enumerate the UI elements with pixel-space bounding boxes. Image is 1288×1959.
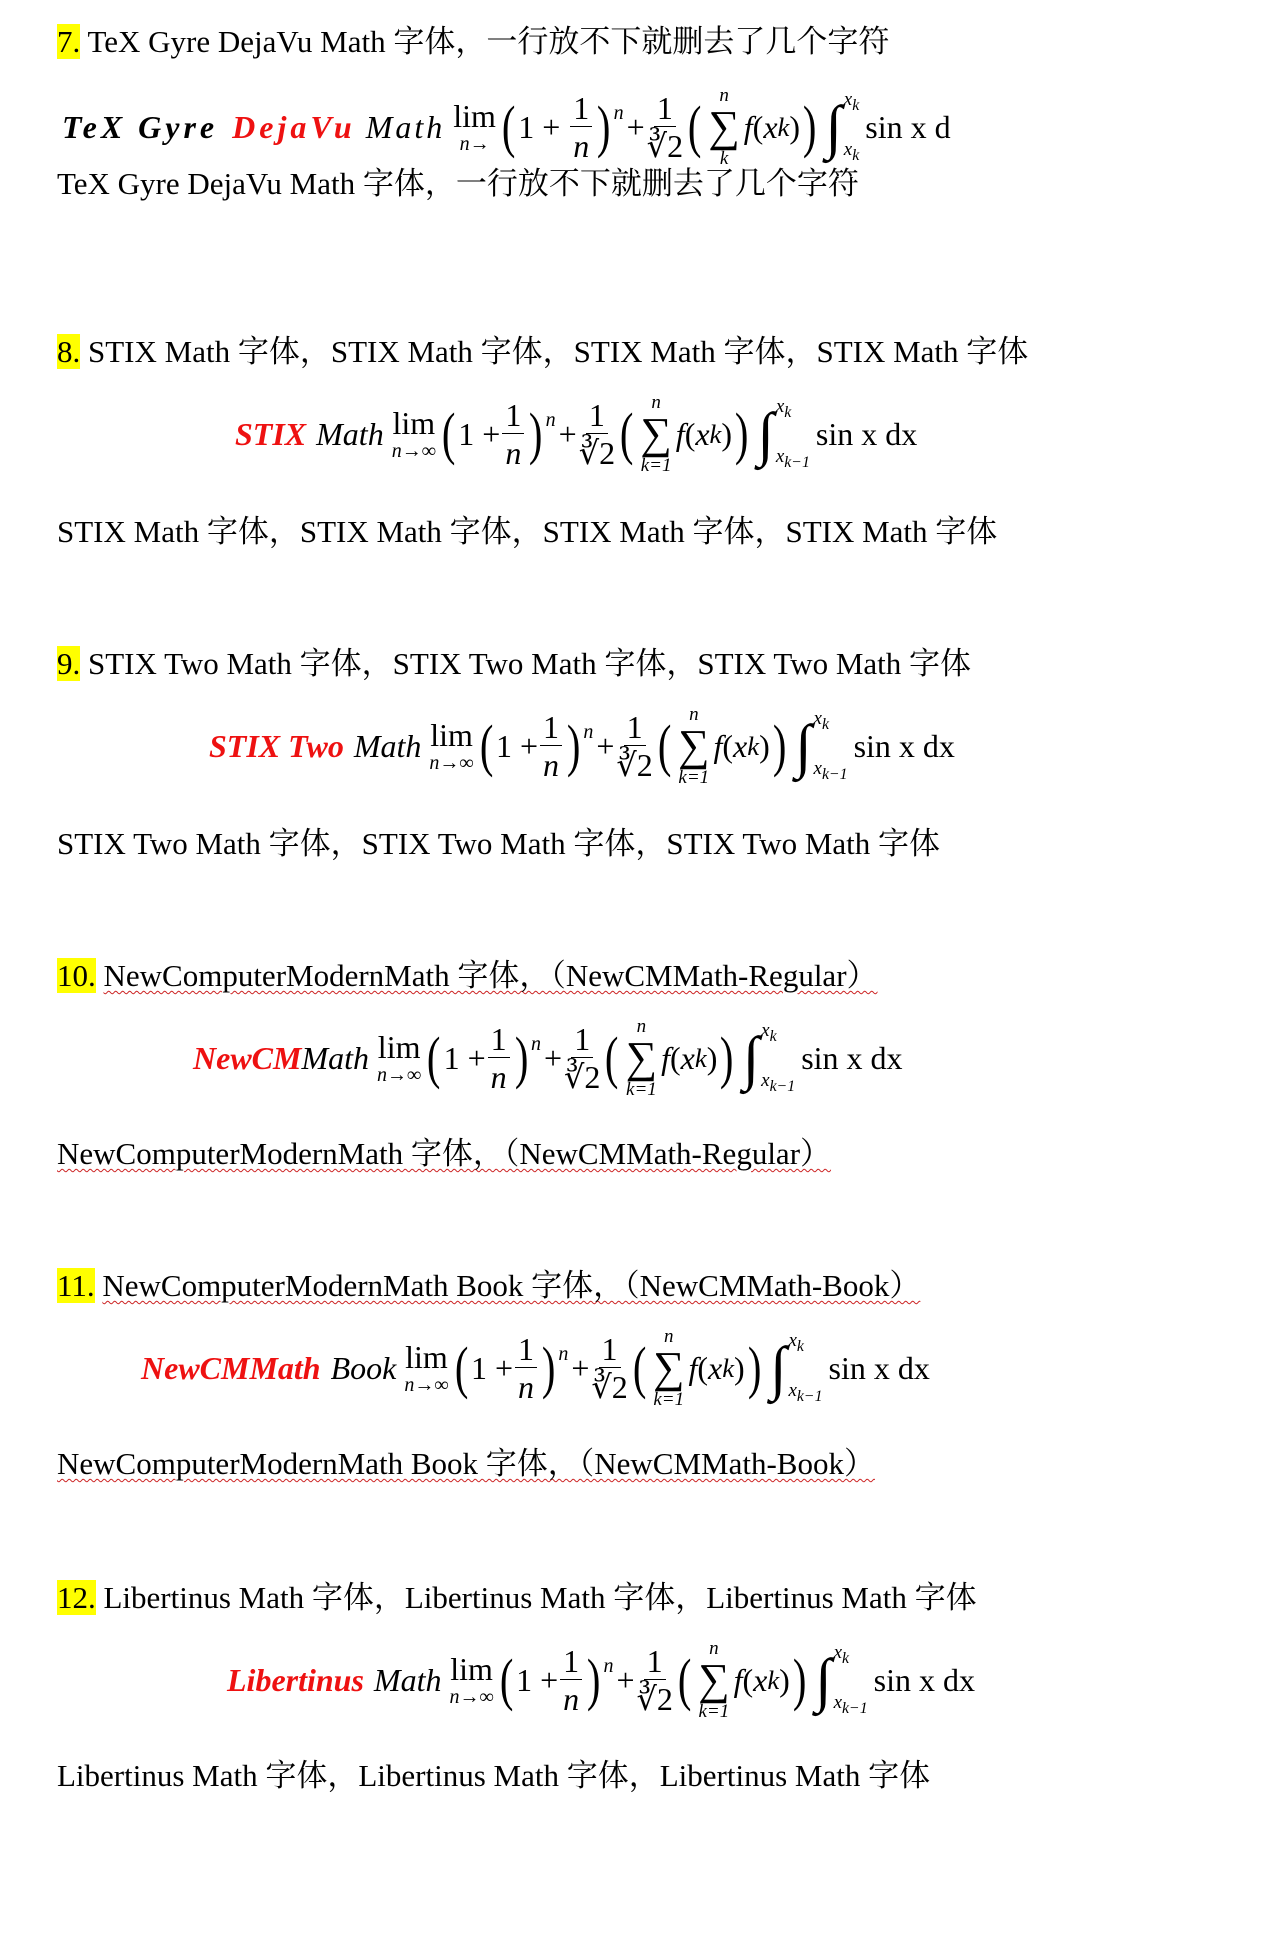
summation: n ∑ k=1 — [640, 392, 672, 476]
cbrt-fraction: $\frac{1}{∛2}$ — [616, 709, 653, 783]
integrand: sin x d — [865, 108, 951, 145]
section-number: 11. — [57, 1268, 95, 1303]
body-line: NewComputerModernMath 字体，（NewCMMath-Regular） — [57, 1136, 832, 1171]
body-line: STIX Math 字体，STIX Math 字体，STIX Math 字体，STIX Math 字体 — [57, 514, 998, 549]
paren-group: ( 1 + $\frac{1}{n}$ ) n — [479, 709, 594, 783]
body-line: Libertinus Math 字体，Libertinus Math 字体，Libertinus Math 字体 — [57, 1758, 931, 1793]
summation: n ∑ k=1 — [698, 1638, 730, 1722]
section-number: 8. — [57, 334, 81, 369]
limit-expr: lim n→ — [453, 98, 496, 155]
heading-text: NewComputerModernMath 字体，（NewCMMath-Regular） — [103, 958, 878, 993]
plus-sign: + — [626, 108, 645, 145]
cbrt-fraction: $\frac{1}{∛2}$ — [636, 1643, 673, 1717]
limit-expr: lim n→∞ — [377, 1029, 422, 1086]
plus-sign: + — [616, 1661, 635, 1698]
integral: ∫ $x_k$ $x_{k-1}$ — [742, 1020, 796, 1095]
section-heading — [57, 644, 971, 684]
section-heading — [57, 22, 889, 62]
font-name-suffix: Math — [301, 1039, 369, 1076]
summation: n ∑ k — [708, 85, 740, 169]
heading-text: STIX Two Math 字体，STIX Two Math 字体，STIX Two Math 字体 — [88, 646, 972, 681]
limit-expr: lim n→∞ — [429, 717, 474, 774]
plus-sign: + — [558, 415, 577, 452]
paren-group: ( 1 + $\frac{1}{n}$ ) n — [441, 397, 556, 471]
summation: n ∑ k=1 — [625, 1016, 658, 1100]
integrand: sin x dx — [828, 1349, 930, 1386]
cbrt-fraction: $\frac{1}{∛2}$ — [564, 1021, 601, 1095]
body-line: NewComputerModernMath Book 字体，（NewCMMath-Book） — [57, 1446, 875, 1481]
heading-text: TeX Gyre DejaVu Math 字体，一行放不下就删去了几个字符 — [87, 24, 890, 59]
paren-group: ( 1 + $\frac{1}{n}$ ) n — [501, 90, 624, 164]
integral: ∫ $x_k$ $x_k$ — [825, 89, 860, 164]
integrand: sin x dx — [853, 727, 955, 764]
section-number: 9. — [57, 646, 81, 681]
font-name-red: STIX — [235, 415, 307, 452]
section-number: 10. — [57, 958, 96, 993]
font-name-suffix: Book — [330, 1349, 397, 1386]
heading-text: STIX Math 字体，STIX Math 字体，STIX Math 字体，STIX Math 字体 — [88, 334, 1029, 369]
cbrt-fraction: $\frac{1}{∛2}$ — [578, 397, 616, 471]
section-number: 7. — [57, 24, 81, 59]
section-heading — [57, 1578, 977, 1618]
font-name-red: NewCM — [193, 1039, 302, 1076]
integrand: sin x dx — [873, 1661, 975, 1698]
body-line: TeX Gyre DejaVu Math 字体，一行放不下就删去了几个字符 — [57, 166, 859, 201]
section-heading — [57, 332, 1028, 372]
formula-line: TeX Gyre DejaVu Math lim n→ ( 1 + $\frac{1}{n}$ ) n + $\frac{1}{∛2}$ ( n ∑ k f ( x k ) ) ∫ $x_k$ $x_k$ sin x d — [62, 85, 951, 169]
section-number: 12. — [57, 1580, 96, 1615]
summation: n ∑ k=1 — [678, 704, 710, 788]
font-name-suffix: Math — [365, 108, 446, 145]
paren-group: ( 1 + $\frac{1}{n}$ ) n — [499, 1643, 614, 1717]
integral: ∫ $x_k$ $x_{k-1}$ — [757, 396, 810, 471]
formula-line: Libertinus Math lim n→∞ ( 1 + $\frac{1}{n}$ ) n + $\frac{1}{∛2}$ ( n ∑ k=1 f ( x k ) ) ∫ $x_k$ $x_{k-1}$ sin x dx — [227, 1638, 975, 1722]
font-name-suffix: Math — [373, 1661, 442, 1698]
integrand: sin x dx — [815, 415, 918, 452]
integral: ∫ $x_k$ $x_{k-1}$ — [770, 1330, 823, 1405]
heading-text: NewComputerModernMath Book 字体，（NewCMMath-Book） — [102, 1268, 921, 1303]
font-name-red: Libertinus — [227, 1661, 364, 1698]
limit-expr: lim n→∞ — [391, 405, 436, 462]
section-heading — [57, 1266, 920, 1306]
paren-group: ( 1 + $\frac{1}{n}$ ) n — [427, 1021, 541, 1095]
integral: ∫ $x_k$ $x_{k-1}$ — [815, 1642, 868, 1717]
plus-sign: + — [596, 727, 615, 764]
section-heading — [57, 956, 878, 996]
integral: ∫ $x_k$ $x_{k-1}$ — [795, 708, 848, 783]
font-name-black: TeX Gyre — [62, 108, 219, 145]
plus-sign: + — [571, 1349, 590, 1386]
font-name-red: NewCMMath — [141, 1349, 321, 1386]
summation: n ∑ k=1 — [653, 1326, 685, 1410]
font-name-suffix: Math — [353, 727, 422, 764]
body-line: STIX Two Math 字体，STIX Two Math 字体，STIX Two Math 字体 — [57, 826, 941, 861]
heading-text: Libertinus Math 字体，Libertinus Math 字体，Libertinus Math 字体 — [103, 1580, 977, 1615]
formula-line: STIX Math lim n→∞ ( 1 + $\frac{1}{n}$ ) n + $\frac{1}{∛2}$ ( n ∑ k=1 f ( x k ) ) ∫ $x_k$ $x_{k-1}$ sin x dx — [235, 392, 918, 476]
paren-group: ( 1 + $\frac{1}{n}$ ) n — [454, 1331, 569, 1405]
formula-line: STIX Two Math lim n→∞ ( 1 + $\frac{1}{n}$ ) n + $\frac{1}{∛2}$ ( n ∑ k=1 f ( x k ) ) ∫ $x_k$ $x_{k-1}$ sin x dx — [209, 704, 955, 788]
integrand: sin x dx — [801, 1039, 903, 1076]
limit-expr: lim n→∞ — [449, 1651, 494, 1708]
formula-line: NewCM Math lim n→∞ ( 1 + $\frac{1}{n}$ ) n + $\frac{1}{∛2}$ ( n ∑ k=1 f ( x k ) ) ∫ $x_k$ $x_{k-1}$ sin x dx — [193, 1016, 903, 1100]
formula-line: NewCMMath Book lim n→∞ ( 1 + $\frac{1}{n}$ ) n + $\frac{1}{∛2}$ ( n ∑ k=1 f ( x k ) ) ∫ $x_k$ $x_{k-1}$ sin x dx — [141, 1326, 930, 1410]
font-name-suffix: Math — [316, 415, 384, 452]
font-name-red: DejaVu — [232, 108, 356, 145]
cbrt-fraction: $\frac{1}{∛2}$ — [646, 90, 684, 164]
limit-expr: lim n→∞ — [404, 1339, 449, 1396]
plus-sign: + — [543, 1039, 563, 1076]
cbrt-fraction: $\frac{1}{∛2}$ — [591, 1331, 628, 1405]
font-name-red: STIX Two — [209, 727, 344, 764]
